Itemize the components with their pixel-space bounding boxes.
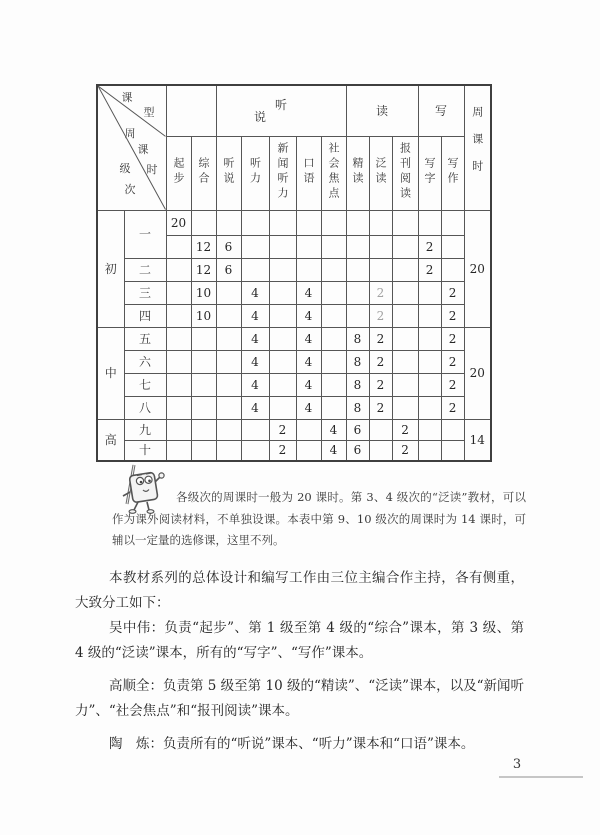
level-label: 十 [124, 440, 166, 461]
course-schedule-table: 课 型 周 课 时 级 次 听说 读 写 周课时 起步 综合 听说 听力 新闻听力 口语 社会焦点 精读 泛读 报刊阅读 写字 写作 初 一 20 20 12 6 2 二 12 6 2 三 10 4 4 2 2 四 10 4 4 2 2 中 五 4 4 8 2 2 20 六 4 4 8 2 2 七 4 4 8 2 2 八 4 4 8 2 2 高 九 2 4 6 2 14 十 2 4 6 2 [96, 84, 492, 462]
column-header-qibu: 起步 [166, 136, 191, 210]
paragraph-intro: 本教材系列的总体设计和编写工作由三位主编合作主持，各有侧重，大致分工如下： [75, 570, 524, 611]
note-text: 各级次的周课时一般为 20 课时。第 3、4 级次的“泛读”教材，可以作为课外阅读材料，不单独设课。本表中第 9、10 级次的周课时为 14 课时，可辅以一定量的选修课，这里不列。 [112, 490, 526, 547]
level-label: 八 [124, 396, 166, 419]
level-label: 一 [124, 210, 166, 258]
column-header-xiezuo: 写作 [441, 136, 464, 210]
body-text [75, 566, 524, 757]
level-label: 五 [124, 327, 166, 350]
column-group-reading: 读 [346, 85, 418, 136]
column-header-xinwen-tingli: 新闻听力 [269, 136, 296, 210]
column-header-xiezi: 写字 [418, 136, 441, 210]
footer-rule [499, 776, 583, 778]
weekly-hours-value: 14 [464, 419, 491, 461]
header-blank-cell [166, 85, 216, 136]
column-group-listening-speaking: 听说 [216, 85, 346, 136]
weekly-hours-value: 20 [464, 210, 491, 327]
hours-cell: 20 [166, 210, 191, 235]
level-label: 二 [124, 258, 166, 281]
level-label: 四 [124, 304, 166, 327]
column-header-tingli: 听力 [241, 136, 269, 210]
hours-cell-optional: 2 [369, 281, 392, 304]
level-label: 三 [124, 281, 166, 304]
corner-label-weekly-hours: 周 课 时 [124, 127, 158, 176]
column-header-shehui-jiaodian: 社会焦点 [321, 136, 346, 210]
column-header-jingdu: 精读 [346, 136, 369, 210]
column-header-tingshuo: 听说 [216, 136, 241, 210]
level-label: 九 [124, 419, 166, 440]
stage-label-advanced: 高 [97, 419, 124, 461]
hours-cell-optional: 2 [369, 304, 392, 327]
table-corner-cell [97, 85, 166, 210]
column-header-baokan-yuedu: 报刊阅读 [392, 136, 418, 210]
page-number: 3 [512, 757, 522, 772]
column-group-writing: 写 [418, 85, 464, 136]
level-label: 六 [124, 350, 166, 373]
weekly-hours-value: 20 [464, 327, 491, 419]
column-header-kouyu: 口语 [296, 136, 321, 210]
stage-label-beginner: 初 [97, 210, 124, 327]
paragraph-gao-shunquan: 高顺全：负责第 5 级至第 10 级的“精读”、“泛读”课本，以及“新闻听力”、“社会焦点”和“报刊阅读”课本。 [75, 678, 524, 719]
stage-label-intermediate: 中 [97, 327, 124, 419]
corner-label-course-type: 课 型 [121, 91, 155, 119]
paragraph-wu-zhongwei: 吴中伟：负责“起步”、第 1 级至第 4 级的“综合”课本，第 3 级、第 4 级的“泛读”课本，所有的“写字”、“写作”课本。 [75, 620, 524, 661]
paragraph-tao-lian: 陶 炼：负责所有的“听说”课本、“听力”课本和“口语”课本。 [109, 736, 475, 752]
level-label: 七 [124, 373, 166, 396]
column-header-fandu: 泛读 [369, 136, 392, 210]
column-header-weekly-hours: 周课时 [464, 85, 491, 210]
corner-label-level: 级 次 [119, 162, 136, 196]
column-header-zonghe: 综合 [191, 136, 216, 210]
